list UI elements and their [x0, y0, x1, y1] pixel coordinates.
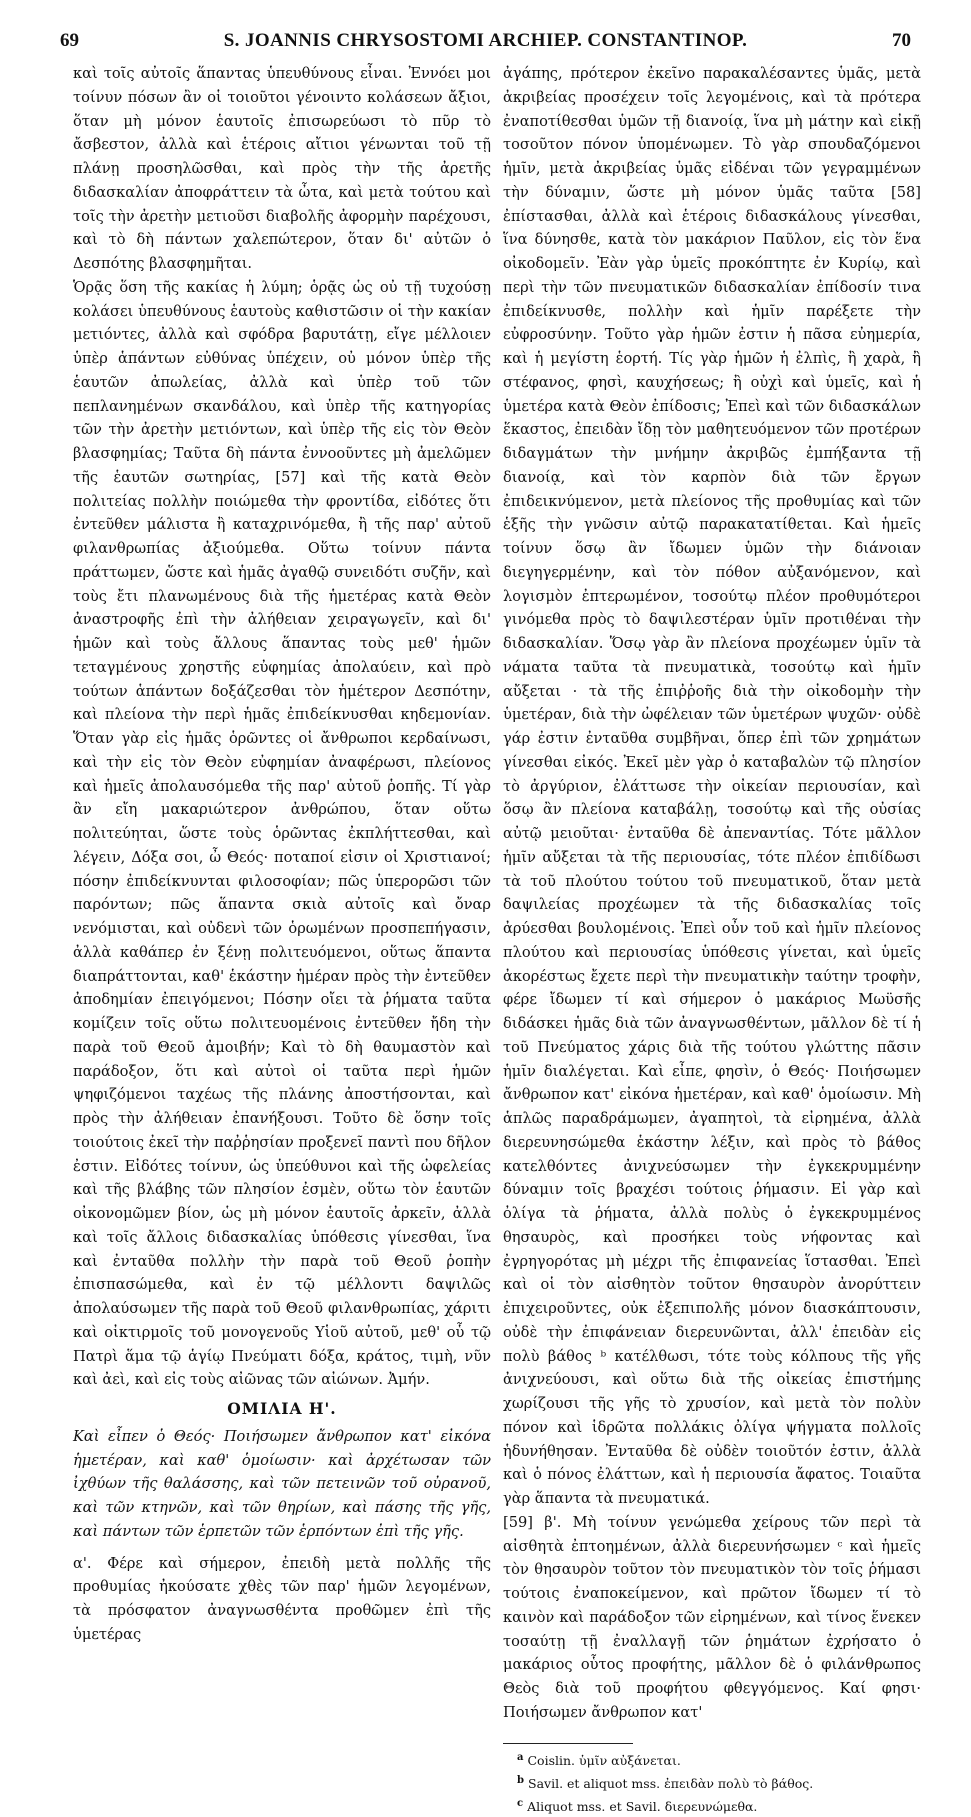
- homily-title: ΟΜΙΛΙΑ Η'.: [227, 1399, 337, 1418]
- left-column: [73, 62, 491, 1647]
- running-title: S. JOANNIS CHRYSOSTOMI ARCHIEP. CONSTANTINOP.: [223, 30, 748, 51]
- right-column: [503, 62, 921, 1817]
- footnote-marker: b: [517, 1774, 524, 1786]
- footnote: [517, 1794, 921, 1817]
- footnote-text: Savil. et aliquot mss. ἐπειδὰν πολὺ τὸ βάθος.: [528, 1775, 814, 1791]
- footnote-rule: [503, 1743, 633, 1744]
- footnote: [517, 1771, 921, 1794]
- section-a-paragraph: α'. Φέρε καὶ σήμερον, ἐπειδὴ μετὰ πολλῆς τῆς προθυμίας ἠκούσατε χθὲς τῶν παρ' ἡμῶν λεγομένων, τὰ πρόσφατον ἀναγνωσθέντα προθῶμεν ἐπὶ τῆς ὑμετέρας: [73, 1554, 491, 1643]
- footnote-marker: a: [517, 1751, 524, 1763]
- footnote: [517, 1748, 921, 1771]
- footnote-marker: c: [517, 1797, 524, 1809]
- body-paragraph: ἀγάπης, πρότερον ἐκεῖνο παρακαλέσαντες ὑμᾶς, μετὰ ἀκριβείας προσέχειν τοῖς λεγομένοις, καὶ τὰ πρότερα ἐναποτίθεσθαι ὑμῶν τῇ διανοίᾳ, ἵνα μὴ μάτην καὶ εἰκῇ τοσοῦτον πόνον ὑπομένωμεν. Τὸ γὰρ σπουδαζόμενοι ἡμῖν, μετὰ ἀκριβείας ὑμᾶς εἰδέναι τῶν γεγραμμένων τὴν δύναμιν, ὥστε μὴ μόνον ὑμᾶς ταῦτα [58] ἐπίστασθαι, ἀλλὰ καὶ ἑτέροις διδασκάλους γίνεσθαι, ἵνα δύνησθε, κατὰ τὸν μακάριον Παῦλον, εἰς τὸν ἕνα οἰκοδομεῖν. Ἐὰν γὰρ ὑμεῖς προκόπτητε ἐν Κυρίῳ, καὶ περὶ τὴν τῶν πνευματικῶν διδασκαλίαν ἐπίδοσίν τινα ἐπιδείκνυσθε, πολλὴν καὶ ἡμῖν παρέξετε τὴν εὐφροσύνην. Τοῦτο γὰρ ἡμῶν ἐστιν ἡ πᾶσα εὐημερία, καὶ ἡ μεγίστη ἑορτή. Τίς γὰρ ἡμῶν ἡ ἐλπὶς, ἢ χαρὰ, ἢ στέφανος, φησὶ, καυχήσεως; ἢ οὐχὶ καὶ ὑμεῖς, καὶ ἡ ὑμετέρα κατὰ Θεὸν ἐπίδοσις; Ἐπεὶ καὶ τῶν διδασκάλων ἕκαστος, ἐπειδὰν ἴδῃ τὸν μαθητευόμενον τῶν προτέρων διδαγμάτων τὴν μνήμην ἀκριβῶς ἐμπήξαντα τῇ διανοίᾳ, καὶ τὸν καρπὸν διὰ τῶν ἔργων ἐπιδεικνύμενον, μετὰ πλείονος τῆς προθυμίας καὶ τῶν ἑξῆς τὴν γνῶσιν αὐτῷ παρακατατίθεται. Καὶ ἡμεῖς τοίνυν ὅσῳ ἂν ἴδωμεν ὑμῶν τὴν διάνοιαν διεγηγερμένην, καὶ τὸν πόθον αὐξανόμενον, καὶ λογισμὸν ἐπτερωμένον, τοσούτῳ πλέον προθυμότεροι γινόμεθα πρὸς τὸ δαψιλεστέραν ὑμῖν προτιθέναι τὴν διδασκαλίαν. Ὅσῳ γὰρ ἂν πλείονα προχέωμεν ὑμῖν τὰ νάματα ταῦτα τὰ πνευματικὰ, τοσούτῳ καὶ ἡμῖν αὔξεται · τὰ τῆς ἐπιῤῥοῆς διὰ τὴν οἰκοδομὴν τὴν ὑμετέραν, διὰ τὴν ὠφέλειαν τῶν ὑμετέρων ψυχῶν· οὐδὲ γάρ ἐστιν ἐνταῦθα συμβῆναι, ὅπερ ἐπὶ τῶν χρημάτων γίνεσθαι εἰκός. Ἐκεῖ μὲν γὰρ ὁ καταβαλὼν τῷ πλησίον τὸ ἀργύριον, ἐλάττωσε τὴν οἰκείαν περιουσίαν, καὶ ὅσῳ ἂν πλείονα καταβάλῃ, τοσούτῳ καὶ τῆς οὐσίας αὐτῷ μειοῦται· ἐνταῦθα δὲ ἀπεναντίας. Τότε μᾶλλον ἡμῖν αὔξεται τὰ τῆς περιουσίας, τότε πλέον ἐπιδίδωσι τὰ τοῦ πλούτου τούτου τοῦ πνευματικοῦ, ὅταν μετὰ δαψιλείας προχέωμεν τὰ τῆς διδασκαλίας τοῖς ἀρύεσθαι βουλομένοις. Ἐπεὶ οὖν τοῦ καὶ ἡμῖν πλείονος πλούτου καὶ περιουσίας ὑπόθεσις γίνεται, καὶ ὑμεῖς ἀκορέστως ἔχετε περὶ τὴν πνευματικὴν ταύτην τροφὴν, φέρε ἴδωμεν τί καὶ σήμερον ὁ μακάριος Μωϋσῆς διδάσκει ἡμᾶς διὰ τῶν ἀναγνωσθέντων, μᾶλλον δὲ τί ἡ τοῦ Πνεύματος χάρις διὰ τῆς τούτου γλώττης πᾶσιν ἡμῖν διαλέγεται. Καὶ εἶπε, φησὶν, ὁ Θεός· Ποιήσωμεν ἄνθρωπον κατ' εἰκόνα ἡμετέραν, καὶ καθ' ὁμοίωσιν. Μὴ ἁπλῶς παραδράμωμεν, ἀγαπητοὶ, τὰ εἰρημένα, ἀλλὰ διερευνησώμεθα ἑκάστην λέξιν, καὶ πρὸς τὸ βάθος κατελθόντες ἀνιχνεύσωμεν τὴν ἐγκεκρυμμένην δύναμιν τοῖς βραχέσι τούτοις ῥήμασιν. Εἰ γὰρ καὶ ὀλίγα τὰ ῥήματα, ἀλλὰ πολὺς ὁ ἐγκεκρυμμένος θησαυρὸς, καὶ προσήκει τοὺς νήφοντας καὶ ἐγρηγορότας μὴ μέχρι τῆς ἐπιφανείας ἵστασθαι. Ἐπεὶ καὶ οἱ τὸν αἰσθητὸν τοῦτον θησαυρὸν ἀνορύττειν ἐπιχειροῦντες, οὐκ ἐξεπιπολῆς μόνον διασκάπτουσιν, οὐδὲ τὴν ἐπιφάνειαν διερευνῶνται, ἀλλ' ἐπειδὰν εἰς πολὺ βάθος ᵇ κατέλθωσι, τότε τοὺς κόλπους τῆς γῆς ἀνιχνεύουσι, καὶ οὕτω διὰ τῆς οἰκείας ἐπιστήμης χωρίζουσι τῆς γῆς τὸ χρυσίον, καὶ μετὰ τὸν πολὺν πόνον καὶ ἱδρῶτα πολλάκις ὀλίγα ψήγματα πολλοῖς ἡδυνήθησαν. Ἐνταῦθα δὲ οὐδὲν τοιοῦτόν ἐστιν, ἀλλὰ καὶ ὁ πόνος ἐλάττων, καὶ ἡ περιουσία ἄφατος. Τοιαῦτα γὰρ ἅπαντα τὰ πνευματικά.: [503, 65, 921, 1507]
- section-b-paragraph: [59] β'. Μὴ τοίνυν γενώμεθα χείρους τῶν περὶ τὰ αἰσθητὰ ἐπτοημένων, ἀλλὰ διερευνήσωμεν ᶜ καὶ ἡμεῖς τὸν θησαυρὸν τοῦτον τὸν πνευματικὸν τὸν τοῖς ῥήμασι τούτοις ἐναποκείμενον, καὶ πρῶτον ἴδωμεν τί τὸ καινὸν καὶ παράδοξον τῶν εἰρημένων, καὶ τίνος ἕνεκεν τοσαύτῃ τῇ ἐναλλαγῇ τῶν ῥημάτων ἐχρήσατο ὁ μακάριος οὗτος προφήτης, μᾶλλον δὲ ὁ φιλάνθρωπος Θεὸς διὰ τοῦ προφήτου φθεγγόμενος. Καί φησι· Ποιήσωμεν ἄνθρωπον κατ': [503, 1513, 921, 1721]
- page-number-left: 69: [60, 30, 79, 51]
- body-paragraph: καὶ τοῖς αὐτοῖς ἅπαντας ὑπευθύνους εἶναι. Ἐννόει μοι τοίνυν πόσων ἂν οἱ τοιοῦτοι γένοιντο κολάσεων ἄξιοι, ὅταν μὴ μόνον ἑαυτοῖς ἐπισωρεύωσι τὸ πῦρ τὸ ἄσβεστον, ἀλλὰ καὶ ἑτέροις αἴτιοι γένωνται τοῦ τῇ πλάνῃ προσηλῶσθαι, καὶ πρὸς τὴν τῆς ἀρετῆς διδασκαλίαν ἀποφράττειν τὰ ὦτα, καὶ μετὰ τούτου καὶ τοῖς τὴν ἀρετὴν μετιοῦσι διαβολῆς ἀφορμὴν παρέχουσι, καὶ τὸ δὴ πάντων χαλεπώτερον, ὅταν δι' αὐτῶν ὁ Δεσπότης βλασφημῆται.: [73, 65, 491, 272]
- incipit-verse: Καὶ εἶπεν ὁ Θεός· Ποιήσωμεν ἄνθρωπον κατ' εἰκόνα ἡμετέραν, καὶ καθ' ὁμοίωσιν· καὶ ἀρχέτωσαν τῶν ἰχθύων τῆς θαλάσσης, καὶ τῶν πετεινῶν τοῦ οὐρανοῦ, καὶ τῶν κτηνῶν, καὶ τῶν θηρίων, καὶ πάσης τῆς γῆς, καὶ πάντων τῶν ἑρπετῶν τῶν ἑρπόντων ἐπὶ τῆς γῆς.: [73, 1427, 491, 1540]
- running-header: [60, 30, 911, 52]
- footnote-text: Aliquot mss. et Savil. διερευνώμεθα.: [527, 1798, 758, 1814]
- footnote-text: Coislin. ὑμῖν αὐξάνεται.: [527, 1752, 681, 1768]
- body-paragraph: Ὁρᾷς ὅση τῆς κακίας ἡ λύμη; ὁρᾷς ὡς οὐ τῇ τυχούσῃ κολάσει ὑπευθύνους ἑαυτοὺς καθιστῶσιν οἱ τὴν κακίαν μετιόντες, ἀλλὰ καὶ σφόδρα βαρυτάτῃ, εἴγε μέλλοιεν ὑπὲρ ἁπάντων εὐθύνας ὑπέχειν, οὐ μόνον ὑπὲρ τῆς ἑαυτῶν ἀπωλείας, ἀλλὰ καὶ ὑπὲρ τοῦ τῶν πεπλανημένων σκανδάλου, καὶ ὑπὲρ τῆς κατηγορίας τῶν τὴν ἀρετὴν μετιόντων, καὶ ὑπὲρ τῆς εἰς τὸν Θεὸν βλασφημίας; Ταῦτα δὴ πάντα ἐννοοῦντες μὴ ἀμελῶμεν τῆς ἑαυτῶν σωτηρίας, [57] καὶ τῆς κατὰ Θεὸν πολιτείας πολλὴν ποιώμεθα τὴν φροντίδα, εἰδότες ὅτι ἐντεῦθεν μάλιστα ἢ καταχρινόμεθα, ἢ τῆς παρ' αὐτοῦ φιλανθρωπίας ἀξιούμεθα. Οὕτω τοίνυν πάντα πράττωμεν, ὥστε καὶ ἡμᾶς ἀγαθῷ συνειδότι συζῆν, καὶ τοὺς ἔτι πλανωμένους διὰ τῆς ἡμετέρας κατὰ Θεὸν ἀναστροφῆς ἐπὶ τὴν ἀλήθειαν χειραγωγεῖν, καὶ δι' ἡμῶν καὶ τοὺς ἄλλους ἅπαντας τοὺς μεθ' ἡμῶν τεταγμένους χρηστῆς εὐφημίας ἀπολαύειν, καὶ πρὸ τούτων ἁπάντων δοξάζεσθαι τὸν ἡμέτερον Δεσπότην, καὶ πλείονα τὴν περὶ ἡμᾶς ἐπιδείκνυσθαι κηδεμονίαν. Ὅταν γὰρ εἰς ἡμᾶς ὁρῶντες οἱ ἄνθρωποι κερδαίνωσι, καὶ τὴν εἰς τὸν Θεὸν εὐφημίαν ἀναφέρωσι, πλείονος καὶ ἡμεῖς ἀπολαυσόμεθα τῆς παρ' αὐτοῦ ῥοπῆς. Τί γὰρ ἂν εἴη μακαριώτερον ἀνθρώπου, ὅταν οὕτω πολιτεύηται, ὥστε τοὺς ὁρῶντας ἐκπλήττεσθαι, καὶ λέγειν, Δόξα σοι, ὦ Θεός· ποταποί εἰσιν οἱ Χριστιανοί; πόσην ἐπιδείκνυνται φιλοσοφίαν; πῶς ὑπερορῶσι τῶν παρόντων; πῶς ἅπαντα σκιὰ αὐτοῖς καὶ ὄναρ νενόμισται, καὶ οὐδενὶ τῶν ὁρωμένων προσπεπήγασιν, ἀλλὰ καθάπερ ἐν ξένῃ πολιτευόμενοι, οὕτως ἅπαντα διαπράττονται, καθ' ἑκάστην ἡμέραν πρὸς τὴν ἐντεῦθεν ἀποδημίαν ἐπειγόμενοι; Πόσην οἴει τὰ ῥήματα ταῦτα κομίζειν τοῖς οὕτω πολιτευομένοις ἐντεῦθεν ἤδη τὴν παρὰ τοῦ Θεοῦ ἀμοιβήν; Καὶ τὸ δὴ θαυμαστὸν καὶ παράδοξον, ὅτι καὶ αὐτοὶ οἱ ταῦτα περὶ ἡμῶν ψηφιζόμενοι ταχέως τῆς πλάνης ἀποστήσονται, καὶ πρὸς τὴν ἀλήθειαν ἐπανήξουσι. Τοῦτο δὲ ὅσην τοῖς τοιούτοις ἐκεῖ τὴν παῤῥησίαν προξενεῖ παντὶ που δῆλον ἐστιν. Εἰδότες τοίνυν, ὡς ὑπεύθυνοι καὶ τῆς ὠφελείας καὶ τῆς βλάβης τῶν πλησίον ἐσμὲν, οὕτω τὸν ἑαυτῶν οἰκονομῶμεν βίον, ὡς μὴ μόνον ἑαυτοῖς ἀρκεῖν, ἀλλὰ καὶ τοῖς ἄλλοις διδασκαλίας ὑπόθεσις γίνεσθαι, ἵνα καὶ ἐνταῦθα πολλὴν τὴν παρὰ τοῦ Θεοῦ ῥοπὴν ἐπισπασώμεθα, καὶ ἐν τῷ μέλλοντι δαψιλῶς ἀπολαύσωμεν τῆς παρὰ τοῦ Θεοῦ φιλανθρωπίας, χάριτι καὶ οἰκτιρμοῖς τοῦ μονογενοῦς Υἱοῦ αὐτοῦ, μεθ' οὗ τῷ Πατρὶ ἅμα τῷ ἁγίῳ Πνεύματι δόξα, κράτος, τιμὴ, νῦν καὶ ἀεὶ, καὶ εἰς τοὺς αἰῶνας τῶν αἰώνων. Ἀμήν.: [73, 278, 491, 1389]
- page-number-right: 70: [892, 30, 911, 51]
